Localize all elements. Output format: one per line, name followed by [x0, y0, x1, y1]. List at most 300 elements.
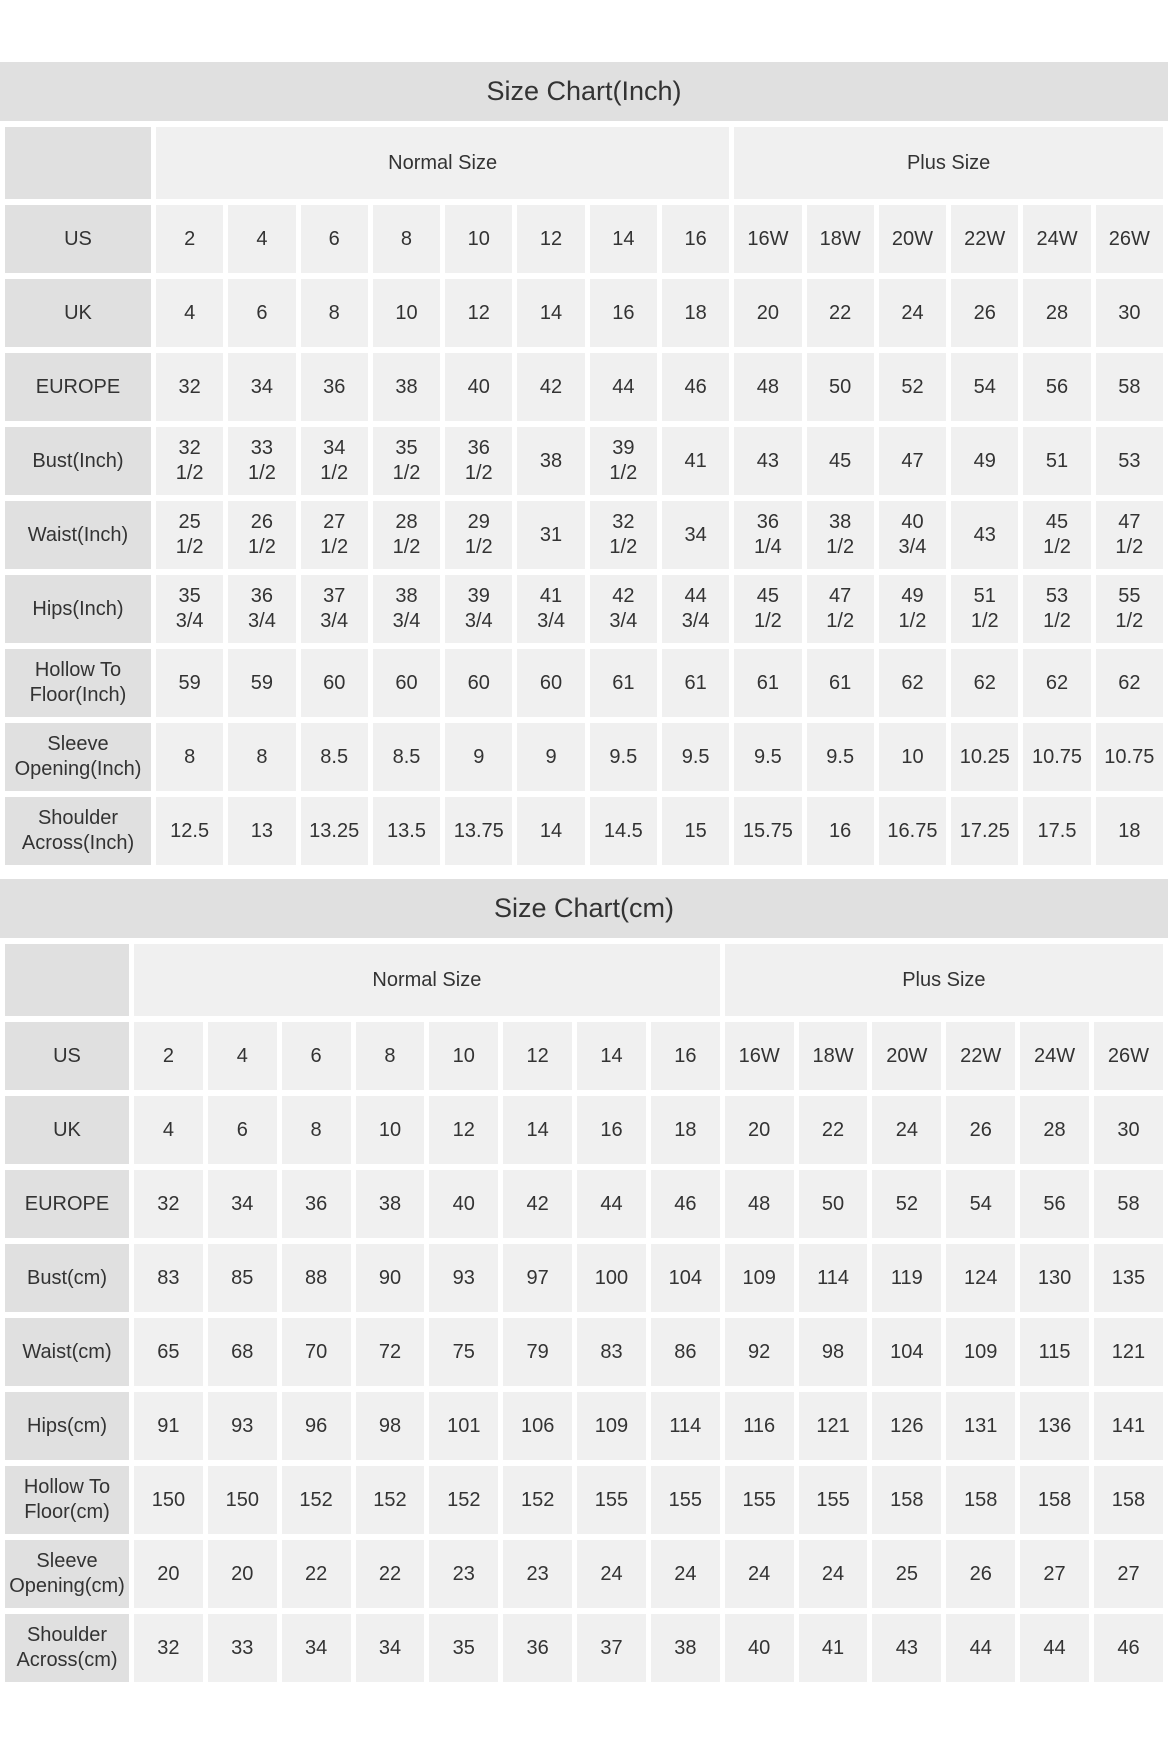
value-cell: 36 — [282, 1170, 351, 1238]
value-cell: 2 — [156, 205, 223, 273]
value-cell: 72 — [356, 1318, 425, 1386]
value-cell: 60 — [301, 649, 368, 717]
value-cell: 26W — [1096, 205, 1163, 273]
corner-cell — [5, 127, 151, 199]
value-cell: 34 — [282, 1614, 351, 1682]
value-cell: 24 — [725, 1540, 794, 1608]
value-cell: 32 — [134, 1614, 203, 1682]
value-cell: 8 — [301, 279, 368, 347]
value-cell: 10 — [373, 279, 440, 347]
value-cell: 155 — [577, 1466, 646, 1534]
value-cell: 16 — [807, 797, 874, 865]
table-row — [5, 1096, 1163, 1164]
plus-size-header: Plus Size — [734, 127, 1163, 199]
row-label-cell: Hips(Inch) — [5, 575, 151, 643]
value-cell: 20 — [725, 1096, 794, 1164]
value-cell: 46 — [662, 353, 729, 421]
value-cell: 45 1/2 — [1023, 501, 1090, 569]
value-cell: 24 — [879, 279, 946, 347]
row-label-cell: EUROPE — [5, 1170, 129, 1238]
table-row — [5, 1244, 1163, 1312]
table-row — [5, 501, 1163, 569]
value-cell: 36 3/4 — [228, 575, 295, 643]
value-cell: 75 — [429, 1318, 498, 1386]
value-cell: 25 — [872, 1540, 941, 1608]
value-cell: 26W — [1094, 1022, 1163, 1090]
normal-size-header: Normal Size — [134, 944, 720, 1016]
value-cell: 35 1/2 — [373, 427, 440, 495]
value-cell: 8.5 — [301, 723, 368, 791]
value-cell: 24 — [577, 1540, 646, 1608]
value-cell: 38 — [356, 1170, 425, 1238]
value-cell: 55 1/2 — [1096, 575, 1163, 643]
group-header-row — [5, 944, 1163, 1016]
row-label-cell: Shoulder Across(cm) — [5, 1614, 129, 1682]
value-cell: 60 — [517, 649, 584, 717]
value-cell: 62 — [1096, 649, 1163, 717]
value-cell: 9 — [445, 723, 512, 791]
value-cell: 26 1/2 — [228, 501, 295, 569]
table-row — [5, 353, 1163, 421]
table-row — [5, 1318, 1163, 1386]
value-cell: 27 — [1094, 1540, 1163, 1608]
value-cell: 35 3/4 — [156, 575, 223, 643]
value-cell: 34 — [228, 353, 295, 421]
value-cell: 48 — [734, 353, 801, 421]
value-cell: 39 3/4 — [445, 575, 512, 643]
value-cell: 22W — [946, 1022, 1015, 1090]
value-cell: 26 — [946, 1540, 1015, 1608]
value-cell: 121 — [1094, 1318, 1163, 1386]
value-cell: 28 1/2 — [373, 501, 440, 569]
value-cell: 16W — [734, 205, 801, 273]
value-cell: 16W — [725, 1022, 794, 1090]
table-row — [5, 649, 1163, 717]
value-cell: 38 — [373, 353, 440, 421]
value-cell: 70 — [282, 1318, 351, 1386]
value-cell: 24 — [872, 1096, 941, 1164]
value-cell: 4 — [156, 279, 223, 347]
value-cell: 12.5 — [156, 797, 223, 865]
value-cell: 53 — [1096, 427, 1163, 495]
value-cell: 85 — [208, 1244, 277, 1312]
value-cell: 43 — [951, 501, 1018, 569]
value-cell: 6 — [301, 205, 368, 273]
value-cell: 93 — [429, 1244, 498, 1312]
value-cell: 20 — [734, 279, 801, 347]
value-cell: 25 1/2 — [156, 501, 223, 569]
value-cell: 33 — [208, 1614, 277, 1682]
corner-cell — [5, 944, 129, 1016]
value-cell: 6 — [228, 279, 295, 347]
value-cell: 83 — [577, 1318, 646, 1386]
value-cell: 26 — [946, 1096, 1015, 1164]
value-cell: 18 — [662, 279, 729, 347]
value-cell: 104 — [651, 1244, 720, 1312]
value-cell: 4 — [134, 1096, 203, 1164]
value-cell: 114 — [799, 1244, 868, 1312]
value-cell: 22 — [282, 1540, 351, 1608]
value-cell: 101 — [429, 1392, 498, 1460]
value-cell: 14 — [517, 279, 584, 347]
value-cell: 10 — [445, 205, 512, 273]
value-cell: 61 — [807, 649, 874, 717]
value-cell: 104 — [872, 1318, 941, 1386]
value-cell: 17.5 — [1023, 797, 1090, 865]
value-cell: 8 — [373, 205, 440, 273]
row-label-cell: Bust(cm) — [5, 1244, 129, 1312]
value-cell: 27 — [1020, 1540, 1089, 1608]
row-label-cell: UK — [5, 1096, 129, 1164]
value-cell: 14 — [503, 1096, 572, 1164]
value-cell: 50 — [807, 353, 874, 421]
value-cell: 54 — [946, 1170, 1015, 1238]
value-cell: 8 — [356, 1022, 425, 1090]
value-cell: 8 — [156, 723, 223, 791]
row-label-cell: Sleeve Opening(Inch) — [5, 723, 151, 791]
size-chart-inch-title: Size Chart(Inch) — [0, 62, 1168, 121]
group-header-row — [5, 127, 1163, 199]
value-cell: 14.5 — [590, 797, 657, 865]
value-cell: 34 — [356, 1614, 425, 1682]
table-row — [5, 1170, 1163, 1238]
value-cell: 20 — [134, 1540, 203, 1608]
value-cell: 28 — [1023, 279, 1090, 347]
value-cell: 158 — [872, 1466, 941, 1534]
value-cell: 158 — [1094, 1466, 1163, 1534]
table-row — [5, 1022, 1163, 1090]
size-chart-cm-table — [0, 938, 1168, 1688]
value-cell: 34 1/2 — [301, 427, 368, 495]
value-cell: 31 — [517, 501, 584, 569]
table-row — [5, 205, 1163, 273]
value-cell: 12 — [503, 1022, 572, 1090]
table-row — [5, 723, 1163, 791]
value-cell: 8 — [282, 1096, 351, 1164]
value-cell: 155 — [651, 1466, 720, 1534]
value-cell: 10 — [879, 723, 946, 791]
value-cell: 17.25 — [951, 797, 1018, 865]
row-label-cell: Hips(cm) — [5, 1392, 129, 1460]
value-cell: 53 1/2 — [1023, 575, 1090, 643]
value-cell: 130 — [1020, 1244, 1089, 1312]
value-cell: 8 — [228, 723, 295, 791]
value-cell: 40 — [429, 1170, 498, 1238]
value-cell: 49 — [951, 427, 1018, 495]
value-cell: 155 — [725, 1466, 794, 1534]
value-cell: 34 — [662, 501, 729, 569]
value-cell: 46 — [651, 1170, 720, 1238]
value-cell: 37 — [577, 1614, 646, 1682]
row-label-cell: EUROPE — [5, 353, 151, 421]
value-cell: 42 3/4 — [590, 575, 657, 643]
value-cell: 121 — [799, 1392, 868, 1460]
value-cell: 24 — [799, 1540, 868, 1608]
value-cell: 47 1/2 — [807, 575, 874, 643]
value-cell: 32 1/2 — [156, 427, 223, 495]
value-cell: 68 — [208, 1318, 277, 1386]
value-cell: 10.75 — [1096, 723, 1163, 791]
value-cell: 152 — [429, 1466, 498, 1534]
value-cell: 44 — [590, 353, 657, 421]
value-cell: 12 — [445, 279, 512, 347]
value-cell: 62 — [879, 649, 946, 717]
value-cell: 8.5 — [373, 723, 440, 791]
value-cell: 22 — [807, 279, 874, 347]
row-label-cell: Bust(Inch) — [5, 427, 151, 495]
value-cell: 135 — [1094, 1244, 1163, 1312]
value-cell: 52 — [872, 1170, 941, 1238]
value-cell: 36 1/4 — [734, 501, 801, 569]
value-cell: 24W — [1023, 205, 1090, 273]
value-cell: 30 — [1096, 279, 1163, 347]
value-cell: 93 — [208, 1392, 277, 1460]
value-cell: 90 — [356, 1244, 425, 1312]
value-cell: 46 — [1094, 1614, 1163, 1682]
size-chart-inch-table — [0, 121, 1168, 871]
value-cell: 152 — [503, 1466, 572, 1534]
value-cell: 14 — [517, 797, 584, 865]
value-cell: 61 — [734, 649, 801, 717]
value-cell: 4 — [228, 205, 295, 273]
table-row — [5, 1614, 1163, 1682]
value-cell: 16 — [590, 279, 657, 347]
value-cell: 32 — [156, 353, 223, 421]
value-cell: 115 — [1020, 1318, 1089, 1386]
table-row — [5, 1392, 1163, 1460]
value-cell: 4 — [208, 1022, 277, 1090]
value-cell: 15 — [662, 797, 729, 865]
row-label-cell: Hollow To Floor(cm) — [5, 1466, 129, 1534]
value-cell: 47 1/2 — [1096, 501, 1163, 569]
value-cell: 97 — [503, 1244, 572, 1312]
value-cell: 62 — [1023, 649, 1090, 717]
value-cell: 20W — [872, 1022, 941, 1090]
value-cell: 38 — [651, 1614, 720, 1682]
value-cell: 32 — [134, 1170, 203, 1238]
value-cell: 6 — [208, 1096, 277, 1164]
value-cell: 40 — [445, 353, 512, 421]
value-cell: 2 — [134, 1022, 203, 1090]
value-cell: 150 — [134, 1466, 203, 1534]
value-cell: 36 1/2 — [445, 427, 512, 495]
value-cell: 44 — [946, 1614, 1015, 1682]
table-row — [5, 427, 1163, 495]
value-cell: 61 — [590, 649, 657, 717]
value-cell: 34 — [208, 1170, 277, 1238]
value-cell: 33 1/2 — [228, 427, 295, 495]
value-cell: 60 — [373, 649, 440, 717]
table-row — [5, 1540, 1163, 1608]
value-cell: 10.75 — [1023, 723, 1090, 791]
normal-size-header: Normal Size — [156, 127, 729, 199]
value-cell: 38 — [517, 427, 584, 495]
value-cell: 61 — [662, 649, 729, 717]
row-label-cell: US — [5, 1022, 129, 1090]
value-cell: 13 — [228, 797, 295, 865]
value-cell: 109 — [725, 1244, 794, 1312]
value-cell: 48 — [725, 1170, 794, 1238]
plus-size-header: Plus Size — [725, 944, 1163, 1016]
value-cell: 28 — [1020, 1096, 1089, 1164]
value-cell: 12 — [429, 1096, 498, 1164]
value-cell: 56 — [1023, 353, 1090, 421]
row-label-cell: Hollow To Floor(Inch) — [5, 649, 151, 717]
value-cell: 12 — [517, 205, 584, 273]
value-cell: 59 — [156, 649, 223, 717]
value-cell: 15.75 — [734, 797, 801, 865]
value-cell: 47 — [879, 427, 946, 495]
value-cell: 100 — [577, 1244, 646, 1312]
value-cell: 24W — [1020, 1022, 1089, 1090]
value-cell: 60 — [445, 649, 512, 717]
value-cell: 9.5 — [734, 723, 801, 791]
size-chart-cm-section — [0, 879, 1168, 1688]
value-cell: 18 — [1096, 797, 1163, 865]
value-cell: 58 — [1094, 1170, 1163, 1238]
value-cell: 79 — [503, 1318, 572, 1386]
value-cell: 56 — [1020, 1170, 1089, 1238]
value-cell: 45 — [807, 427, 874, 495]
value-cell: 40 — [725, 1614, 794, 1682]
value-cell: 83 — [134, 1244, 203, 1312]
row-label-cell: UK — [5, 279, 151, 347]
value-cell: 22W — [951, 205, 1018, 273]
value-cell: 10.25 — [951, 723, 1018, 791]
value-cell: 13.25 — [301, 797, 368, 865]
value-cell: 124 — [946, 1244, 1015, 1312]
value-cell: 38 1/2 — [807, 501, 874, 569]
value-cell: 9.5 — [807, 723, 874, 791]
value-cell: 50 — [799, 1170, 868, 1238]
value-cell: 44 — [577, 1170, 646, 1238]
value-cell: 119 — [872, 1244, 941, 1312]
value-cell: 65 — [134, 1318, 203, 1386]
value-cell: 10 — [429, 1022, 498, 1090]
value-cell: 27 1/2 — [301, 501, 368, 569]
value-cell: 52 — [879, 353, 946, 421]
value-cell: 41 — [662, 427, 729, 495]
value-cell: 36 — [503, 1614, 572, 1682]
table-row — [5, 1466, 1163, 1534]
value-cell: 36 — [301, 353, 368, 421]
value-cell: 155 — [799, 1466, 868, 1534]
table-row — [5, 279, 1163, 347]
value-cell: 51 — [1023, 427, 1090, 495]
value-cell: 150 — [208, 1466, 277, 1534]
value-cell: 23 — [503, 1540, 572, 1608]
table-row — [5, 797, 1163, 865]
value-cell: 131 — [946, 1392, 1015, 1460]
value-cell: 44 — [1020, 1614, 1089, 1682]
value-cell: 9 — [517, 723, 584, 791]
value-cell: 58 — [1096, 353, 1163, 421]
value-cell: 26 — [951, 279, 1018, 347]
value-cell: 9.5 — [590, 723, 657, 791]
value-cell: 86 — [651, 1318, 720, 1386]
row-label-cell: Waist(cm) — [5, 1318, 129, 1386]
value-cell: 158 — [946, 1466, 1015, 1534]
value-cell: 43 — [872, 1614, 941, 1682]
size-chart-cm-title: Size Chart(cm) — [0, 879, 1168, 938]
value-cell: 13.75 — [445, 797, 512, 865]
value-cell: 9.5 — [662, 723, 729, 791]
row-label-cell: Sleeve Opening(cm) — [5, 1540, 129, 1608]
value-cell: 29 1/2 — [445, 501, 512, 569]
value-cell: 23 — [429, 1540, 498, 1608]
value-cell: 14 — [590, 205, 657, 273]
value-cell: 136 — [1020, 1392, 1089, 1460]
value-cell: 37 3/4 — [301, 575, 368, 643]
row-label-cell: Waist(Inch) — [5, 501, 151, 569]
value-cell: 62 — [951, 649, 1018, 717]
value-cell: 22 — [356, 1540, 425, 1608]
value-cell: 114 — [651, 1392, 720, 1460]
value-cell: 98 — [799, 1318, 868, 1386]
value-cell: 16 — [577, 1096, 646, 1164]
value-cell: 109 — [577, 1392, 646, 1460]
value-cell: 51 1/2 — [951, 575, 1018, 643]
row-label-cell: US — [5, 205, 151, 273]
value-cell: 16.75 — [879, 797, 946, 865]
row-label-cell: Shoulder Across(Inch) — [5, 797, 151, 865]
value-cell: 18W — [807, 205, 874, 273]
value-cell: 106 — [503, 1392, 572, 1460]
value-cell: 30 — [1094, 1096, 1163, 1164]
value-cell: 38 3/4 — [373, 575, 440, 643]
value-cell: 13.5 — [373, 797, 440, 865]
value-cell: 42 — [503, 1170, 572, 1238]
value-cell: 20 — [208, 1540, 277, 1608]
value-cell: 41 3/4 — [517, 575, 584, 643]
value-cell: 16 — [651, 1022, 720, 1090]
value-cell: 35 — [429, 1614, 498, 1682]
value-cell: 88 — [282, 1244, 351, 1312]
value-cell: 96 — [282, 1392, 351, 1460]
value-cell: 22 — [799, 1096, 868, 1164]
value-cell: 42 — [517, 353, 584, 421]
value-cell: 39 1/2 — [590, 427, 657, 495]
value-cell: 59 — [228, 649, 295, 717]
value-cell: 40 3/4 — [879, 501, 946, 569]
size-chart-inch-section — [0, 62, 1168, 871]
value-cell: 41 — [799, 1614, 868, 1682]
value-cell: 24 — [651, 1540, 720, 1608]
value-cell: 43 — [734, 427, 801, 495]
value-cell: 16 — [662, 205, 729, 273]
value-cell: 18 — [651, 1096, 720, 1164]
value-cell: 49 1/2 — [879, 575, 946, 643]
value-cell: 116 — [725, 1392, 794, 1460]
value-cell: 91 — [134, 1392, 203, 1460]
value-cell: 92 — [725, 1318, 794, 1386]
value-cell: 152 — [356, 1466, 425, 1534]
value-cell: 32 1/2 — [590, 501, 657, 569]
value-cell: 44 3/4 — [662, 575, 729, 643]
value-cell: 141 — [1094, 1392, 1163, 1460]
value-cell: 54 — [951, 353, 1018, 421]
value-cell: 45 1/2 — [734, 575, 801, 643]
value-cell: 6 — [282, 1022, 351, 1090]
value-cell: 109 — [946, 1318, 1015, 1386]
value-cell: 20W — [879, 205, 946, 273]
value-cell: 152 — [282, 1466, 351, 1534]
value-cell: 158 — [1020, 1466, 1089, 1534]
value-cell: 18W — [799, 1022, 868, 1090]
value-cell: 10 — [356, 1096, 425, 1164]
value-cell: 14 — [577, 1022, 646, 1090]
table-row — [5, 575, 1163, 643]
